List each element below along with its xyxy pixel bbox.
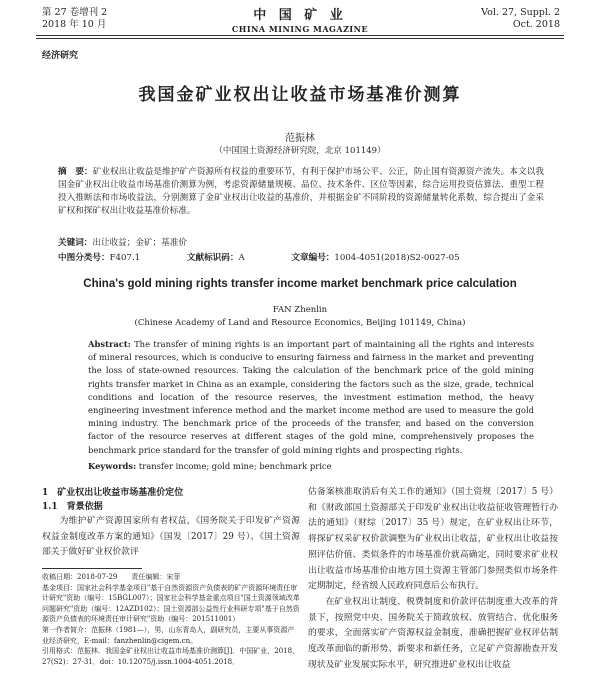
- volume-issue-en: Vol. 27, Suppl. 2: [481, 7, 560, 18]
- abstract-en-text: The transfer of mining rights is an important part of maintaining all the rights and interests of mineral resources, which is conducive to ensuring fairness and fairness in the market and preventing the loss of state-owned resources. Taking the calculation of the benchmark price of the gold mining rights transfer market in China as an example, considering the factors such as the size, grade, technical conditions and location of the resource reserves, the investment estimation method, the heavy engineering investment inference method and the market income method are used to measure the gold mining industry. The benchmark price of the proceeds of the transfer, and based on the conversion factor of the resource reserves at different stages of the gold mine, comprehensively proposes the benchmark price standard for the transfer of gold mining rights and prospecting rights.: [88, 339, 534, 455]
- keywords-cn-label: 关键词：: [58, 238, 93, 248]
- affiliation-cn: （中国国土资源经济研究院，北京 101149）: [214, 146, 386, 156]
- keywords-en: [88, 460, 534, 473]
- page-title-cn: 我国金矿业权出让收益市场基准价测算: [138, 85, 462, 105]
- article-no-field: [291, 253, 481, 263]
- clc-label: 中图分类号：: [58, 253, 110, 263]
- footnote-author: 第一作者简介：范振林（1981—），男，山东青岛人，副研究员，主要从事资源产业经济研究，E-mail：fanzhenlin@cigem.cn。: [42, 625, 295, 645]
- article-no-value: 1004-4051(2018)S2-0027-05: [334, 253, 460, 263]
- article-meta-cn: [58, 252, 544, 265]
- keywords-en-text: transfer income; gold mine; benchmark price: [138, 461, 332, 471]
- header-rule-thick: [36, 35, 564, 36]
- abstract-cn-text: 矿业权出让收益是维护矿产资源所有权益的重要环节，有利于保护市场公平、公正，防止国有资源资产流失。本文以我国金矿业权出让收益市场基准价测算为例，考虑资源储量规模、品位、技术条件、区位等因素，综合运用投资估算法、重型工程投入推断法和市场收益法，分别测算了金矿业权出让收益的基准价，并根据金矿不同阶段的资源储量转化系数，综合提出了金采矿权和探矿权出让收益基准价标准。: [58, 167, 544, 216]
- section-heading-1-1: 1.1 背景依据: [42, 502, 103, 512]
- body-right-paragraph-2: 在矿业权出让制度、税费制度和价款评估制度重大改革的背景下，按照党中央、国务院关于简政放权、放管结合、优化服务的要求，全面落实矿产资源权益金制度，准确把握矿业权评估制度改革面临的新形势、新要求和新任务，立足矿产资源勘查开发现状及矿业发展实际水平，研究推进矿业权出让收益: [308, 596, 558, 670]
- footnote-rule: [42, 568, 142, 569]
- issue-date-en: Oct. 2018: [512, 19, 560, 30]
- keywords-en-label: Keywords:: [88, 461, 137, 471]
- body-text-right: [308, 485, 558, 673]
- doc-code-value: A: [238, 253, 245, 263]
- footnote-funding: 基金项目：国家社会科学基金项目"基于自然资源资产负债表的矿产资源环境责任审计研究"资助（编号：15BGL007）；国家社会科学基金重点项目"国土资源领域改革问题研究"资助（编号：12AZD102）；国土资源部公益性行业科研专项"基于自然资源资产负债表的环境责任审计研究"资助（编号：201511001）: [42, 583, 300, 624]
- journal-title-en: CHINA MINING MAGAZINE: [231, 24, 369, 34]
- affiliation-en: (Chinese Academy of Land and Resource Economics, Beijing 101149, China): [134, 318, 466, 328]
- journal-issue-info-en: [481, 7, 560, 31]
- doc-code-field: [187, 253, 267, 263]
- abstract-cn: [58, 166, 544, 218]
- author-en: FAN Zhenlin: [272, 305, 328, 315]
- keywords-cn: [58, 237, 544, 250]
- footnotes: [42, 572, 300, 667]
- header-rule-thin: [36, 38, 564, 39]
- article-no-label: 文章编号：: [291, 253, 335, 263]
- abstract-en-label: Abstract:: [88, 339, 131, 349]
- section-heading-1: 1 矿业权出让收益市场基准价定位: [42, 488, 184, 498]
- clc-value: F407.1: [109, 253, 141, 263]
- abstract-en: [88, 338, 534, 457]
- author-cn: 范振林: [285, 133, 315, 144]
- page-title-en: China's gold mining rights transfer income market benchmark price calculation: [83, 278, 517, 290]
- keywords-cn-text: 出让收益；金矿；基准价: [92, 238, 187, 248]
- journal-title-cn: 中 国 矿 业: [253, 8, 347, 23]
- clc-field: [58, 253, 162, 263]
- footnote-received: 收稿日期：2018-07-29 责任编辑：宋菲: [42, 573, 181, 581]
- issue-date: 2018 年 10 月: [42, 19, 107, 30]
- section-label: 经济研究: [42, 51, 79, 61]
- footnote-citation: 引用格式：范振林．我国金矿业权出让收益市场基准价测算[J]．中国矿业，2018，27(S2)：27-31．doi：10.12075/j.issn.1004-4051.2018．: [42, 647, 300, 666]
- volume-issue: 第 27 卷增刊 2: [42, 7, 108, 18]
- doc-code-label: 文献标识码：: [186, 253, 239, 263]
- body-text-left: 为维护矿产资源国家所有者权益，《国务院关于印发矿产资源权益金制度改革方案的通知》（国发〔2017〕29 号）、《国土资源部关于做好矿业权价款评: [42, 516, 300, 557]
- body-right-paragraph-1: 估备案核准取消后有关工作的通知》（国土资规〔2017〕5 号）和《财政部国土资源部关于印发矿业权出让收益征收管理暂行办法的通知》（财综〔2017〕35 号）规定，在矿业权出让环节，将探矿权采矿权价款调整为矿业权出让收益，矿业权出让收益按照评估价值、类似条件的市场基准价就高确定，同时要求矿业权出让收益市场基准价由地方国土资源主管部门参照类似市场条件定期制定，经省级人民政府同意后公布执行。: [308, 487, 558, 592]
- abstract-cn-label: 摘 要：: [58, 167, 93, 177]
